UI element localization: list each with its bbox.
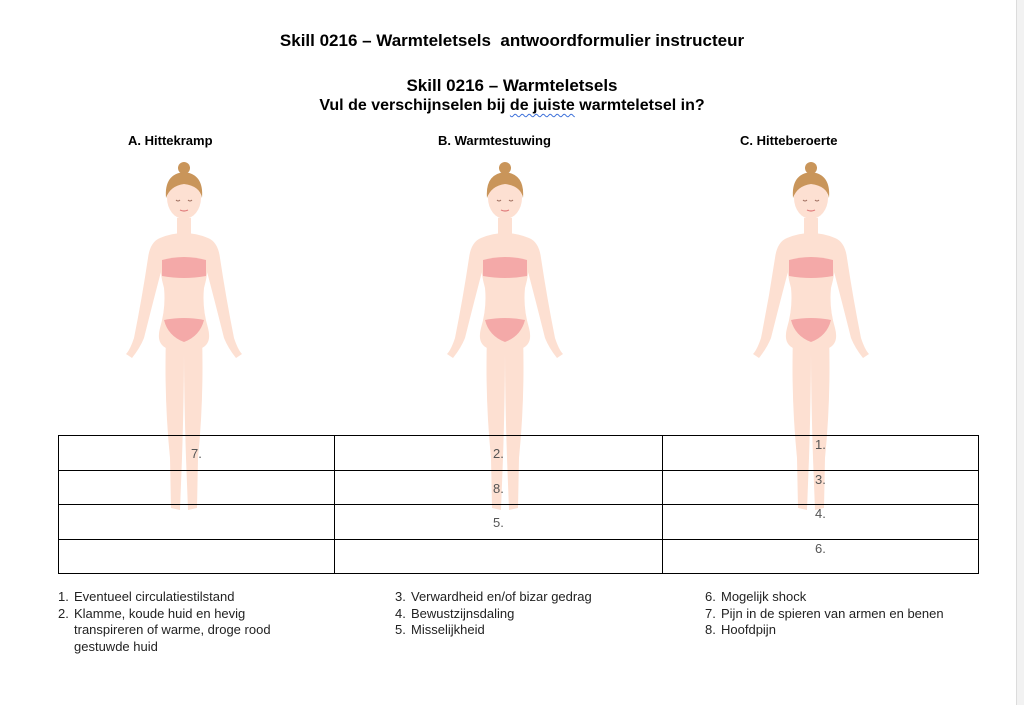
- legend-column-1: [58, 589, 318, 655]
- document-title: Skill 0216 – Warmteletsels antwoordformulier instructeur: [279, 31, 745, 50]
- cell-value: 4.: [815, 506, 826, 521]
- list-text: Pijn in de spieren van armen en benen: [721, 605, 944, 621]
- list-text: Verwardheid en/of bizar gedrag: [411, 589, 592, 604]
- list-number: 1.: [58, 589, 69, 604]
- cell-value: 5.: [493, 515, 504, 530]
- table-cell[interactable]: [663, 436, 979, 471]
- table-row: [59, 505, 979, 540]
- table-cell[interactable]: [335, 436, 663, 471]
- list-number: 2.: [58, 605, 69, 621]
- question-text: [0, 97, 1024, 115]
- cell-value: 8.: [493, 480, 504, 496]
- list-item: [395, 606, 655, 623]
- cell-value: 3.: [815, 471, 826, 487]
- table-cell[interactable]: [59, 505, 335, 540]
- table-cell[interactable]: [335, 505, 663, 540]
- list-item: [58, 589, 318, 606]
- list-text: Klamme, koude huid en hevig transpireren of warme, droge rood gestuwde huid: [74, 605, 271, 654]
- list-number: 3.: [395, 589, 406, 604]
- list-text: Hoofdpijn: [721, 622, 776, 637]
- table-cell[interactable]: [335, 470, 663, 505]
- list-item: [395, 589, 655, 606]
- table-row: [59, 539, 979, 574]
- legend-column-2: [395, 589, 655, 639]
- list-item: [705, 622, 995, 639]
- cell-value: 1.: [815, 437, 826, 452]
- list-text: Misselijkheid: [411, 622, 485, 637]
- question-part-1: Vul de verschijnselen bij: [319, 97, 510, 114]
- table-cell[interactable]: [335, 539, 663, 574]
- list-item: [58, 606, 318, 656]
- list-text: Bewustzijnsdaling: [411, 605, 515, 621]
- cell-value: 7.: [191, 446, 202, 461]
- worksheet-title: Skill 0216 – Warmteletsels: [406, 76, 618, 95]
- list-number: 5.: [395, 622, 406, 637]
- list-number: 8.: [705, 622, 716, 637]
- legend-column-3: [705, 589, 995, 639]
- answer-table: [58, 435, 979, 574]
- cell-value: 6.: [815, 540, 826, 556]
- table-row: [59, 470, 979, 505]
- list-item: [705, 606, 995, 623]
- table-cell[interactable]: [663, 505, 979, 540]
- table-row: [59, 436, 979, 471]
- column-heading-b: B. Warmtestuwing: [438, 133, 551, 148]
- list-text: Mogelijk shock: [721, 589, 807, 604]
- spellcheck-underlined-text: de juiste: [509, 97, 575, 114]
- table-cell[interactable]: [663, 470, 979, 505]
- table-cell[interactable]: [59, 470, 335, 505]
- list-item: [705, 589, 995, 606]
- question-part-2: warmteletsel in?: [574, 97, 705, 114]
- list-number: 4.: [395, 605, 406, 621]
- table-cell[interactable]: [59, 539, 335, 574]
- table-cell[interactable]: [663, 539, 979, 574]
- cell-value: 2.: [493, 446, 504, 461]
- column-heading-c: C. Hitteberoerte: [740, 133, 838, 148]
- list-number: 6.: [705, 589, 716, 604]
- list-text: Eventueel circulatiestilstand: [74, 589, 235, 604]
- column-heading-a: A. Hittekramp: [128, 133, 213, 148]
- table-cell[interactable]: [59, 436, 335, 471]
- list-item: [395, 622, 655, 639]
- list-number: 7.: [705, 605, 716, 621]
